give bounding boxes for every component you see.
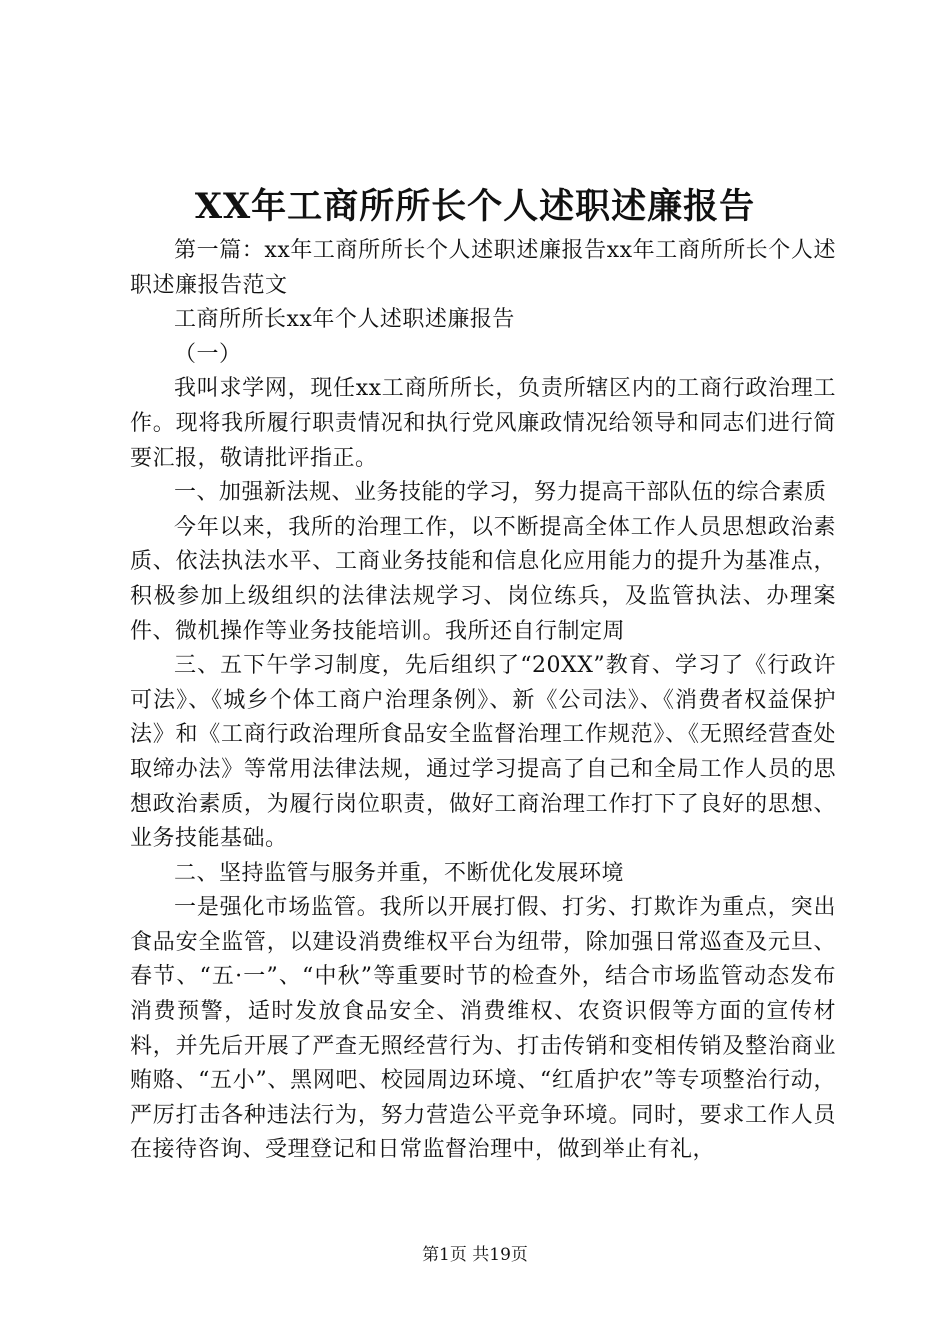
paragraph-subtitle: 工商所所长xx年个人述职述廉报告 [174,307,515,333]
document-body [130,234,836,1168]
heading-section-one: 一、加强新法规、业务技能的学习，努力提高干部队伍的综合素质 [174,480,827,506]
paragraph-section-number: （一） [174,341,242,367]
paragraph-intro: 第一篇：xx年工商所所长个人述职述廉报告xx年工商所所长个人述职述廉报告范文 [130,238,836,298]
document-title: XX年工商所所长个人述职述廉报告 [194,186,756,227]
paragraph-self-introduction: 我叫求学网，现任xx工商所所长，负责所辖区内的工商行政治理工作。现将我所履行职责情况和执行党风廉政情况给领导和同志们进行简要汇报，敬请批评指正。 [130,376,836,471]
paragraph-market-supervision: 一是强化市场监管。我所以开展打假、打劣、打欺诈为重点，突出食品安全监管，以建设消费维权平台为纽带，除加强日常巡查及元旦、春节、“五·一”、“中秋”等重要时节的检查外，结合市场监管动态发布消费预警，适时发放食品安全、消费维权、农资识假等方面的宣传材料，并先后开展了严查无照经营行为、打击传销和变相传销及整治商业贿赂、“五小”、黑网吧、校园周边环境、“红盾护农”等专项整治行动，严厉打击各种违法行为，努力营造公平竞争环境。同时，要求工作人员在接待咨询、受理登记和日常监督治理中，做到举止有礼， [130,895,836,1163]
heading-section-two: 二、坚持监管与服务并重，不断优化发展环境 [174,860,625,886]
paragraph-study-system: 三、五下午学习制度，先后组织了“20XX”教育、学习了《行政许可法》、《城乡个体工商户治理条例》、新《公司法》、《消费者权益保护法》和《工商行政治理所食品安全监督治理工作规范》、《无照经营查处取缔办法》等常用法律法规，通过学习提高了自己和全局工作人员的思想政治素质，为履行岗位职责，做好工商治理工作打下了良好的思想、业务技能基础。 [130,653,836,852]
page-footer: 第1页 共19页 [422,1245,528,1265]
paragraph-study-work: 今年以来，我所的治理工作，以不断提高全体工作人员思想政治素质、依法执法水平、工商业务技能和信息化应用能力的提升为基准点，积极参加上级组织的法律法规学习、岗位练兵，及监管执法、办理案件、微机操作等业务技能培训。我所还自行制定周 [130,514,836,644]
